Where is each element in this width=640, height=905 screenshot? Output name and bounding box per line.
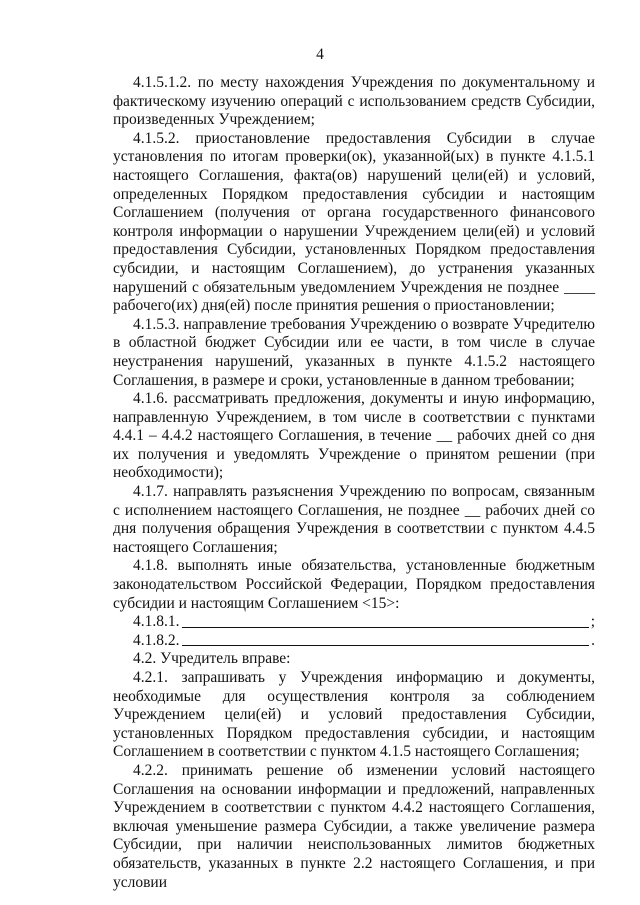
fill-line-label: 4.1.8.1. (133, 613, 180, 631)
clause-4-1-6: 4.1.6. рассматривать предложения, документы и иную информацию, направленную Учреждением, в том числе в соответствии с пунктами 4.4.1 – 4.4.2 настоящего Соглашения, в течение __ рабочих дней со дня их получения и уведомлять Учреждение о принятом решении (при необходимости); (113, 390, 595, 482)
clause-4-2: 4.2. Учредитель вправе: (133, 650, 291, 668)
fill-line-end: . (591, 631, 595, 649)
clause-4-2-1: 4.2.1. запрашивать у Учреждения информацию и документы, необходимые для осуществления контроля за соблюдением Учреждением цели(ей) и условий предоставления Субсидии, установленных Порядком предоставления субсидии, и настоящим Соглашением в соответствии с пунктом 4.1.5 настоящего Соглашения; (113, 669, 595, 761)
clause-4-1-5-1-2: 4.1.5.1.2. по месту нахождения Учреждения по документальному и фактическому изучению операций с использованием средств Субсидии, произведенных Учреждением; (113, 74, 595, 129)
clause-4-1-5-3: 4.1.5.3. направление требования Учреждению о возврате Учредителю в областной бюджет Субсидии или ее части, в том числе в случае неустранения нарушений, указанных в пункте 4.1.5.2 настоящего Соглашения, в размере и сроки, установленные в данном требовании; (113, 315, 595, 389)
clause-4-1-5-2: 4.1.5.2. приостановление предоставления Субсидии в случае установления по итогам проверки(ок), указанной(ых) в пункте 4.1.5.1 настоящего Соглашения, факта(ов) нарушений цели(ей) и условий, определенных Порядком предоставления субсидии и настоящим Соглашением (получения от органа государственного финансового контроля информации о нарушении Учреждением цели(ей) и условий предоставления Субсидии, установленных Порядком предоставления субсидии, и настоящим Соглашением), до устранения указанных нарушений с обязательным уведомлением Учреждения не позднее ____ рабочего(их) дня(ей) после принятия решения о приостановлении; (113, 129, 595, 315)
page-number: 4 (316, 46, 324, 63)
fill-line-4-1-8-2 (113, 632, 595, 651)
clause-4-1-8: 4.1.8. выполнять иные обязательства, установленные бюджетным законодательством Российской Федерации, Порядком предоставления субсидии и настоящим Соглашением <15>: (113, 557, 595, 612)
document-body (113, 74, 595, 892)
fill-line-4-1-8-1 (113, 613, 595, 632)
fill-line-label: 4.1.8.2. (133, 631, 180, 649)
clause-4-2-2: 4.2.2. принимать решение об изменении условий настоящего Соглашения на основании информации и предложений, направленных Учреждением в соответствии с пунктом 4.4.2 настоящего Соглашения, включая уменьшение размера Субсидии, а также увеличение размера Субсидии, при наличии неиспользованных лимитов бюджетных обязательств, указанных в пункте 2.2 настоящего Соглашения, и при условии (113, 761, 595, 891)
blank-line (182, 644, 590, 646)
clause-4-1-7: 4.1.7. направлять разъяснения Учреждению по вопросам, связанным с исполнением настоящего Соглашения, не позднее __ рабочих дней со дня получения обращения Учреждения в соответствии с пунктом 4.4.5 настоящего Соглашения; (113, 483, 595, 556)
fill-line-end: ; (590, 613, 595, 631)
blank-line (182, 626, 589, 628)
